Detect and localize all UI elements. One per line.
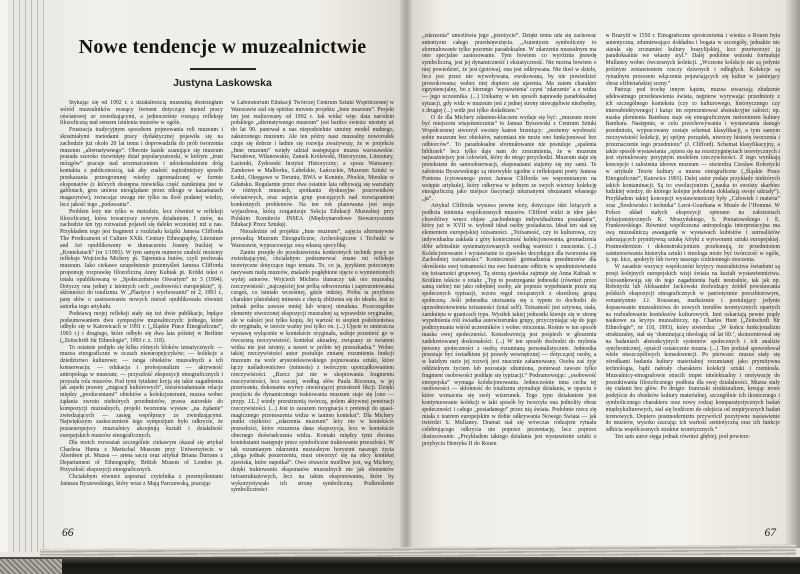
left-page-column-2 — [231, 100, 394, 542]
left-page — [45, 0, 400, 548]
table-surface — [0, 557, 800, 574]
paragraph: Patrząc pod trochę innym kątem, muzea stwarzają złudzenie adekwatnego przedstawienia świata, najpierw wyrywając przedmioty z ich szczególnego kontekstu (czy to kulturowego, historycznego czy intersubiektywnego) i każąc im reprezentować abstrakcyjne całości; np. maska plemienia Bambara staje się etnograficznym metonimem kultury Bambara. Następnie, w celu przechowywania i wystawiania danego przedmiotu, wypracowany zostaje schemat klasyfikacji, a tym samym rzeczywistość kolekcji, jej spójny porządek, niweczy historię tworzenia i przeznaczenie tego przedmiotu” (J. Clifford). Schemat klasyfikacyjny, a także sposób wystawiania „opiera się na rozstrzygnięciach teoretycznych i jest stymulowany przyjętym modelem rzeczywistości. Z tego wynikają koncepcje i założenia ideowe muzeum — stwierdza Czesław Robotycki w artykule Teorie kultury a muzea etnograficzne („Śląskie Prace Etnograficzne”, Katowice 1993). Dalej autor podaje przykłady niektórych takich kontaminacji. Są to: ewolucjonizm („nauka to swoisty skarbiec ludzkiej wiedzy, do którego kolejne pokolenia dokładają swoje udziały”). Przykładem takiej koncepcji wystawienniczej były „Człowiek i materia” oraz „Środowisko i technika” Leroi-Gourhana w Musée de l’Homme. W Polsce układ stałych ekspozycji opierano na założeniach dyfuzjonistycznych K. Moszyńskiego, S. Poniatowskiego i E. Frankowskiego. Również współczesna antropologia interpretacyjna ma swą muzealniczą awangardę w wystawach kubistów i surrealistów zderzających prymitywną sztukę Afryki z wytworami sztuki europejskiej. Postmodernizm i dekonstrukcjonizm przekonują, że przedmiotem zainteresowania historyka sztuki i etnologa może być twórczość w ogóle, tj. np. kicz, apokryfy lub twory naszego codziennego otoczenia. — [605, 87, 780, 264]
table-texture — [0, 559, 62, 574]
left-page-column-1 — [60, 100, 223, 542]
paragraph: w Brazylii w 1550 r. Etnograficzne spostrzeżenia i wiedza o Rouen była autentyczna, zdumiewająco dokładna i bogata w szczegóły, jednakże nie starała się zrozumieć kultury brazylijskiej, lecz przetworzyć ją paradoksalnie we własny styl.” Dalej podobne wnioski formułuje Mullaney wobec ówczesnych kolekcji. „Wczesne kolekcje nie są jedynie próżnym zestawieniem rzeczy dziwnych i odległych. Kolekcje są rytualnym procesem włączenia pojawiających się kultur w jaśniejący obraz elżbietańskiej sceny.” — [605, 33, 780, 87]
page-number-left: 66 — [62, 527, 74, 539]
paragraph: Ten sam autor sięga jednak również głębiej, pod powierz- — [614, 434, 751, 441]
paragraph: Artykuł Clifforda wysuwa pewne tezy, dotyczące idei leżących u podłoża istnienia współczesnych muzeów. Clifford widzi te idee jako chorobliwy wręcz objaw „zachodniego indywidualizmu posiadania”, który już w XVII w. wyłonił ideał osoby posiadacza. Ideał ten stał się elementem europejskiej tożsamości. „Tożsamość, czy to kulturowa, czy indywidualna zakłada z góry konieczność kolekcjonowania, gromadzenia dóbr arbitralnie systematyzowanych według wartości i znaczenia. (...) Kolekcjonowanie i wystawianie to zjawisko decydujące dla tworzenia się Zachodniej tożsamości.” Konieczność gromadzenia przedmiotów dla określenia swej tożsamości ma swe lustrzane odbicie w upodmiotowianiu się tożsamości grupowej. Tą stroną zjawiska zajmuje się Anna Kubiak w Krótkim tekście o totalu: „Typ to postrzeganie jednostki (również przez samą siebie) nie jako odrębnej osoby, ale poprzez wypełnianie przez nią społecznych typizacji, wzoru reguł związanych z określoną grupą społeczną. Jeśli jednostka utożsamia się z typem to dochodzi do uprzedmiotowienia tożsamości (total self). Tożsamość jest sztywna, stała, zamknięta w granicach typu. Wysiłek takiej jednostki kieruje się w stronę wypełnienia roli świadka autowizerunku grupy, przyczyniając się do jego podtrzymania wśród uczestników i wobec otoczenia. Rośnie w ten sposób maska owej społeczności. Konsekwencją jest pośpiech w głoszeniu zadekretowanej doskonałości. (...) W ten sposób dochodzi do mylenia persony społeczności z osobą rozumianą personalistycznie. Jednostka przestaje być świadkiem jej prawdy wewnętrznej — dotyczącej osoby, a w każdym razie jej rozwój jest znacznie zahamowany. Osoba zaś żyje oddzielnym życiem lub pozostaje stłumiona, ponieważ zawsze tylko fragment osobowości poddaje się typizacji.” Podsumowując: „osobowość europejska” wymaga kolekcjonowania. Jednocześnie inna cecha tej osobowości — skłonność do totalizmu stymuluje działania, w oparciu o które wzmacnia się swój wizerunek. Tego typu działaniem jest kontynuowanie kolekcji w taki sposób by tworzyła ona jednolity obraz społeczności i całego „posiadanego” przez nią świata. Podobnie rzecz się miała z teatrem europejskim w dobie odkrywania Nowego Świata — jak twierdzi S. Mullaney. Dramat stał się wówczas rodzajem rytuału celebrującego odkrycia nie poprzez prezentację, lecz poprzez dostosowanie. „Przykładem takiego działania jest wystawienie sztuki o przybyciu Henryka II do Rouen — [422, 202, 597, 447]
paragraph: „zdarzenia” umożliwia jego „przeżycie”. Dzięki temu uda się zachować autentyzm całego przedsięwzięcia. „Autentyzm symboliczny to sformułowanie tylko pozornie paradoksalne. W zdarzeniu muzealnym ma ono specjalne zastosowanie. Tym bowiem co wyróżnia prawdę symboliczną, jest jej dynamiczność i ekstatyczność. Nie można bowiem o niej powiedzieć, że jest (gotowa), ona jest odkrywana. Nie tkwi w dziele, lecz jest przez nie wywoływana, ewokowana, by nie powiedzieć prowokowana; wobec niej dopiero się ujawnia. Ma zatem charakter egzystencjalny, bo z biernego ‘wystawienia’ czyni ‘zdarzenie’ a z widza — jego uczestnika. (...) Unikamy w ten sposób naprawdę paradoksalnej sytuacji, gdy widz w muzeum jest z jednej strony niewątpliwie niezbędny, z drugiej (...) widz jest tylko dodatkiem.” — [422, 33, 597, 114]
book-gutter — [400, 0, 414, 548]
open-spread — [45, 0, 800, 548]
paragraph: Podstawą mojej refleksji stały się też dwie publikacje, będące podsumowaniem dwu sympozjów muzealniczych: jednego, które odbyło się w Katowicach w 1991 r. („Śląskie Prace Etnograficzne”, 1993 r.) i drugiego, które odbyło się dwa lata później w Berlinie („Zeitschrift für Ethnologie”, 1993 r. z. 118). — [60, 310, 223, 344]
paragraph: Zanim przejdę do przedstawienia konkretnych technik pracy ze zwiedzającymi, chciałabym podsumować znane mi refleksje teoretyczne dotyczące tego tematu. To, co ja, językiem potocznym nazywam nudą muzeów, znalazło pogłębione ujęcie u wymienionych wyżej autorów. Wojciech Michera tłumaczy tak oto muzealną rzeczywistość: „najczęściej jest próbą odtworzenia i zaprezentowania czegoś, co istniało wcześniej, gdzie indziej. Próba ta przybiera charakter platońskiej mimesis z chęcią zbliżenia się do ideału. Jest to jednak próba zawsze mniej lub więcej nieudana. Poszczególne elementy stworzonej ekspozycji muzealnej są wprawdzie oryginalne, ale w całości jest tylko kopią. Jej wartość to stopień podobieństwa do oryginału, w istocie ważny jest tylko on. (...) Ujęcie to umieszcza wystawę wyłącznie w kontekście oryginału, usiłuje przenieść go w ówczesną rzeczywistość; kontekst aktualny, związany ze światem widza nie jest istotny, a nawet w próbie tej przeszkadza.” Wobec takiej rzeczywistości autor postuluje zmianę rozumienia funkcji muzeum na wzór arystotelesowskiego pojmowania sztuki, które łączy naśladownictwo (mimesis) z twórczym uporządkowaniem rzeczywistości. „Rzecz już nie w skopiowaniu fragmentu rzeczywistości, lecz raczej, według słów Paula Ricoeura, w jej przerwaniu, dokonaniu wyrwy otwierającej przestrzeń fikcji. Dzięki przejściu do dynamicznego traktowania muzeum staje się [ono — przyp. J.L.] wtedy przestrzenią twórczą, polem aktywnej penetracji rzeczywistości. (...) Jest to zarazem rezygnacja z pretensji do quasi-magicznego przenoszenia widza w tamten kontekst”. Dla Michery punkt ciężkości „zdarzenia muzeum” leży nie w kontekście przeszłości, które rozszerza dana ekspozycja, lecz w kontekście obecnego doświadczenia widza. Kontakt między tymi dwoma kontekstami następuje przez symboliczne traktowanie przeszłości. W tak rozumianym zdarzeniu muzealnym horyzont naszego życia „ulega jednak poszerzeniu, musi otworzyć się na obcy kontekst zjawiska, które napotkał”. Owo otwarcie możliwe jest, wg Michery, dzięki traktowaniu eksponatów muzealnych nie jak elementów infrastruktażowych, lecz na takim eksponowaniu, które by wykorzystywało ich stronę symboliczną. Podkreślenie symboliczności — [231, 249, 394, 494]
page-edge-lines — [8, 0, 45, 552]
paragraph: Dla moich rozważań szczególnie ciekawym okazał się artykuł Charlesa Hunta z Marischal Museum przy Uniwersytecie w Aberdeen pt. Muzea — arena sacra oraz artykuł Briana Durrans z Departament of Ethnography, British Musem of London pt. Przyszłość ekspozycji etnograficznych. — [60, 439, 223, 474]
page-number-right: 67 — [764, 527, 776, 539]
paragraph: Frustracja tradycyjnym sposobem pojmowania roli muzeum i skostniałymi metodami pracy dydaktycznej pojawiła się na zachodzie już około 20 lat temu i doprowadziła do prób tworzenia muzeum „alternatywnego”. Obecnie każde szanujące się muzeum posiada szeroko rozwinięty dział popularyzatorski, w którym „trust mózgów” pracuje nad urozmaiceniem i udoskonaleniem dróg kontaktu z publicznością, tak aby znaleźć najtrafniejszy sposób przekazania przeogromnej wiedzy zgromadzonej w formie eksponatów (z których dostępna niewielka część zamknięta jest w gablotach, gros umiera nieoglądane przez nikogo w kazamatach magazynów), zwracając uwagę nie tylko na ilość podanej wiedzy, lecz jakość tego „podawania”. — [60, 127, 223, 208]
paragraph: Chciałabym również zapoznać czytelnika z przemyśleniami Janusza Byszewskiego, który wraz z Mają Parczewską, pracując — [60, 473, 223, 487]
right-page-column-2 — [606, 33, 781, 538]
paragraph: Niezależnie od projektu „Inne muzeum”, zajęcia alternatywne prowadzą Muzeum Etnograficzne, Archeologiczne i Techniki w Warszawie, wypracowując swą własną specyfikę. — [231, 229, 394, 249]
paragraph: Problem leży nie tylko w metodzie, lecz również w refleksji filozoficznej, która towarzyszy nowym działaniom. I znów, na zachodzie ten typ rozważań pojawił się daleko wcześniej niż u nas. Przykładem tego jest fragment z rozdziału książki Jamesa Clifforda The Predicament of Culture XXth. Century Ethnography, Literature and Art opublikowany w tłumaczeniu Joanny Irackiej w „Kontekstach” (nr 1/1993). W tym samym numerze znaleźć możemy refleksje Wojciecha Michery pt. Tajemnica butów, czyli pochwała muzeum. Jako ciekawe uzupełnienie przemyśleń Jamesa Clifforda proponuję rozprawkę filozoficzną Anny Kubiak pt. Krótki tekst o totalu opublikowaną w „Społeczeństwie Otwartym” nr 3 (1994). Dotyczy ona jednej z istotnych cech „osobowości europejskiej”, tj. skłonności do totalizmu. W „Plastyce i wychowaniu” nr 2, 1993 r., parę słów o zastosowaniu nowych metod opublikowała również autorka tego artykułu. — [60, 208, 223, 310]
author-name: Justyna Laskowska — [173, 77, 272, 89]
title-divider — [190, 68, 256, 70]
article-title: Nowe tendencje w muzealnictwie — [78, 36, 367, 58]
right-page-column-1 — [422, 33, 597, 538]
paragraph: w Laboratorium Edukacji Twórczej Centrum Sztuki Współczesnej w Warszawie stał się spiritus movens projektu „Inne muzeum”. Projekt ten jest realizowany od 1992 r. Jak widać więc data narodzin polskiego „alternatywnego muzeum” jest bardzo świeża: niestety aż do lat 90. panował u nas niepodzielnie smutny model nudnego, zakurzonego muzeum. Ale ten późny nasz muzealny noworodek czuje się dobrze i ładnie się rozwija zważywszy, że w projekcie „Inne muzeum” wzięły udział następujące muzea warszawskie: Narodowe, Wilanowskie, Zamek Królewski, Historyczne, Literatury, Łazienki, Żydowski Instytut Historyczny; a spoza Warszawy: Zamkowe w Malborku, Lubelskie, Łańcuckie, Muzeum Sztuki w Łodzi, Okręgowe w Toruniu, BWA w Koninie, Płockie, Morskie w Gdańsku. Regularnie przez dwa ostatnie lata odbywają się warsztaty w różnych muzeach, spotkania dyskusyjne pracowników oświatowych, oraz zajęcia grup pracujących nad rozwiązaniem konkretnych problemów. Na ten rok planowana jest sesja wyjazdowa, którą zorganizuje Sekcja Edukacji Muzealnej przy Polskim Komitecie INSEA (Międzynarodowe Stowarzyszenie Edukacji Przez Sztukę). — [231, 100, 394, 229]
paragraph: To ostatnie podjęło się kilku różnych bloków tematycznych: — muzea etnograficzne w oczach nieeuropejczyków; — kolekcje a dziedzictwo kulturowe; — ranga obiektów muzealnych a ich konserwacja; — edukacja i profesjonalizm — aktywność antropologa w muzeum; — przyszłość ekspozycji etnograficznych i przyszła rola muzeów. Pod tymi tytułami kryją się takie zagadnienia jak aspekt prawny „migracji kulturowych”, nieuświadamiane relacje między „producentami” obiektów a kolekcjonerami, muzea wobec żądania zwrotu niektórych przedmiotów, prawa autorskie do kompozycji muzealnych, projekt tworzenia wystaw „na żądanie” zwiedzających — zasięg współpracy ze zwiedzającymi. Największym zaskoczeniem tego sympozjum było odkrycie, że pozaeuropejscy muzealnicy akceptują kształt i działalność europejskich muzeów etnograficznych. — [60, 344, 223, 440]
paragraph: Stykając się od 1992 r. z działalnością muzealną dostrzegłam wśród muzealników rosnący ferment dotyczący metod pracy oświatowej ze zwiedzającymi, a jednocześnie rosnącą refleksję filozoficzną nad sensem istnienia muzeów w ogóle. — [60, 100, 223, 127]
left-page-body — [60, 100, 394, 542]
right-page-body — [422, 33, 780, 538]
book-fore-edge — [0, 0, 45, 552]
paragraph: W zasadzie wszyscy współcześni krytycy muzealnictwa świadomi są presji kolejnych europejskich wizji świata na kształt wystawiennictwa. Ustosunkowują się do tego zagadnienia bądź neutralnie, tak jak np. Robotycki lub Aleksander Jackowski dochodzący źródeł powstawania polskich ekspozycji etnograficznych w patriotyzmie porozbiorowym, romantyzmie J.J. Rousseau, marksizmie i postulujący jedynie dopasowanie muzealnictwa do nowych trendów teoretycznych opartych na rozbudowaniu kontekstów kulturowych. Inni oskarżają pewne prądy naukowe za kryzys muzealniczy, np. Charles Hunt („Zeitschrift für Ethnologie”, nr 118, 1993), który stwierdza: „W końcu funkcjonalizm strukturalny, stał się ‘dominującą ideologią od lat 60.’, skoncentrował się na badaniach abstrakcyjnych systemów społecznych i ich analizie synchronicznej, opuścił ostatecznie muzea. (...) Ten podział spowodował wiele nieszczęśliwych konsekwencji. Po pierwsze: muzea stały się ośrodkami badania kultury materialnej rozumianej jako prymitywna technologia, bądź nabrały charakteru kolekcji sztuki i rzemiosła. Muzealnicy-etnografowie stracili impet intelektualny i motywację do poszukiwania filozoficznego podłoża dla swej działalności. Muzea stały się ciałami bez głów. Po drugie: francuski strukturalizm, kreując nowe podejście do obiektów kultury materialnej, szczególnie ich ikonicznego i symbolicznego charakteru oraz nowy rodzaj komparatystycznych badań międzykulturowych, stał się bodźcem do odejścia od empirycznych badań terenowych. Dopiero postmodernizm przywrócił pozytywne nastawienie do muzeów, wysoko szacując ich wartość semiotyczną oraz ich funkcje odbicia współczesnych struktur teoretycznych.” — [605, 264, 780, 434]
paragraph: O ile dla Michery zdaniem-kluczem wydaje się być: „muzeum może być miejscem wtajemniczenia” to Janusz Byszewski z Centrum Sztuki Współczesnej stworzył swoisty kanon brzmiący: „możemy wyobrazić sobie muzeum bez obiektów, natomiast nie może ono funkcjonować bez odbiorców”. To paradoksalne sformułowanie nie postuluje „spalenia bibliotek” lecz tylko daje nam do zrozumienia, że w muzeum najważniejszy jest człowiek, który do niego przychodzi. Muzeum staje się pretekstem do samoobserwacji, eksponatami stajemy się my sami. Te założenia Byszewskiego są niezwykle zgodne z refleksjami poety Jamesa Fentona (cytowanego przez Jamesa Clifforda we wspomnianym na wstępie artykule), który odkrywa w jednym ze swych wierszy kolekcję etnograficzną jako miejsce fascynacji nieznanymi obszarami własnego „ja”. — [422, 114, 597, 203]
right-page — [414, 0, 800, 548]
